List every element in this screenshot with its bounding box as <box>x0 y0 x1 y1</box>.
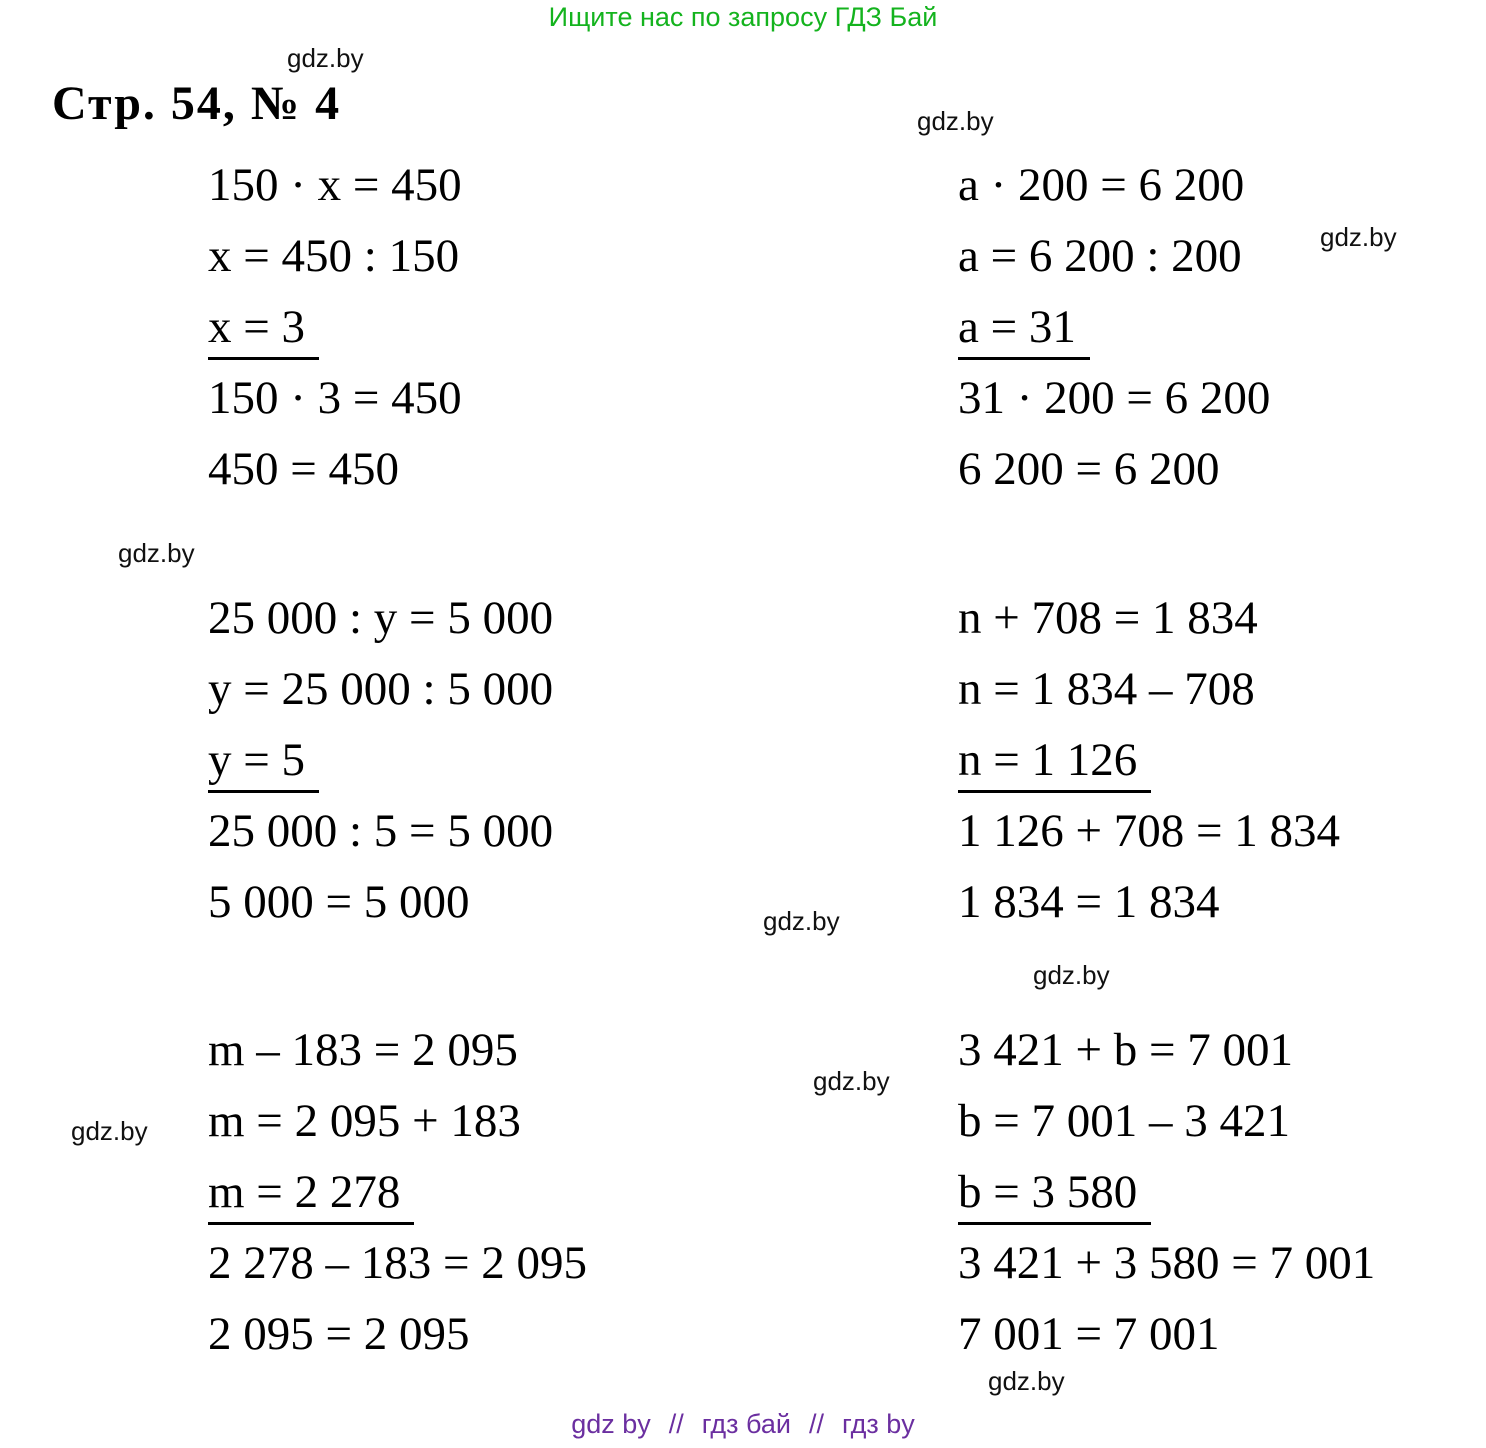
equation-line: 31 · 200 = 6 200 <box>958 372 1271 424</box>
equation-block-x <box>208 150 462 505</box>
equation-block-b <box>958 1015 1375 1370</box>
equation-answer-line <box>958 725 1340 796</box>
equation-line: 7 001 = 7 001 <box>958 1308 1220 1360</box>
equation-line: 150 · 3 = 450 <box>208 372 462 424</box>
equation-line: 3 421 + 3 580 = 7 001 <box>958 1237 1376 1289</box>
equation-line: a · 200 = 6 200 <box>958 159 1245 211</box>
equation-line: b = 7 001 – 3 421 <box>958 1095 1291 1147</box>
watermark-gdzby: gdz.by <box>1033 960 1110 990</box>
answer-underlined: b = 3 580 <box>958 1166 1151 1225</box>
footer-link-gdz-bai[interactable]: гдз бай <box>701 1409 791 1439</box>
answer-underlined: a = 31 <box>958 301 1090 360</box>
footer-link-gdz-by[interactable]: gdz by <box>571 1409 651 1439</box>
watermark-gdzby: gdz.by <box>763 906 840 936</box>
equation-line: a = 6 200 : 200 <box>958 230 1242 282</box>
watermark-gdzby: gdz.by <box>287 43 364 73</box>
answer-underlined: m = 2 278 <box>208 1166 414 1225</box>
equation-block-y <box>208 583 553 938</box>
equation-line: 3 421 + b = 7 001 <box>958 1024 1294 1076</box>
equation-line: m = 2 095 + 183 <box>208 1095 521 1147</box>
page-heading: Стр. 54, № 4 <box>52 77 342 130</box>
footer-separator: // <box>808 1409 824 1439</box>
equation-line: n = 1 834 – 708 <box>958 663 1255 715</box>
equation-line: m – 183 = 2 095 <box>208 1024 518 1076</box>
equation-line: 150 · x = 450 <box>208 159 462 211</box>
promo-banner: Ищите нас по запросу ГДЗ Бай <box>548 2 938 32</box>
watermark-gdzby: gdz.by <box>917 106 994 136</box>
watermark-gdzby: gdz.by <box>118 538 195 568</box>
equation-block-a <box>958 150 1270 505</box>
equation-block-m <box>208 1015 587 1370</box>
equation-line: x = 450 : 150 <box>208 230 460 282</box>
footer-links <box>0 1409 1486 1440</box>
equation-line: y = 25 000 : 5 000 <box>208 663 554 715</box>
watermark-gdzby: gdz.by <box>813 1066 890 1096</box>
equation-line: 6 200 = 6 200 <box>958 443 1220 495</box>
watermark-gdzby: gdz.by <box>71 1116 148 1146</box>
equation-answer-line <box>958 292 1270 363</box>
footer-separator: // <box>668 1409 684 1439</box>
equation-line: 2 095 = 2 095 <box>208 1308 470 1360</box>
footer-link-gdz-by-mixed[interactable]: гдз by <box>842 1409 915 1439</box>
equation-answer-line <box>208 725 553 796</box>
equation-answer-line <box>208 1157 587 1228</box>
equation-line: 1 126 + 708 = 1 834 <box>958 805 1341 857</box>
watermark-gdzby: gdz.by <box>1320 222 1397 252</box>
equation-line: n + 708 = 1 834 <box>958 592 1258 644</box>
equation-line: 25 000 : 5 = 5 000 <box>208 805 554 857</box>
equation-line: 2 278 – 183 = 2 095 <box>208 1237 588 1289</box>
equation-line: 1 834 = 1 834 <box>958 876 1220 928</box>
answer-underlined: y = 5 <box>208 734 319 793</box>
watermark-gdzby: gdz.by <box>988 1366 1065 1396</box>
equation-block-n <box>958 583 1340 938</box>
answer-underlined: n = 1 126 <box>958 734 1151 793</box>
equation-answer-line <box>958 1157 1375 1228</box>
equation-answer-line <box>208 292 462 363</box>
answer-underlined: x = 3 <box>208 301 319 360</box>
equation-line: 5 000 = 5 000 <box>208 876 470 928</box>
equation-line: 25 000 : y = 5 000 <box>208 592 554 644</box>
equation-line: 450 = 450 <box>208 443 400 495</box>
